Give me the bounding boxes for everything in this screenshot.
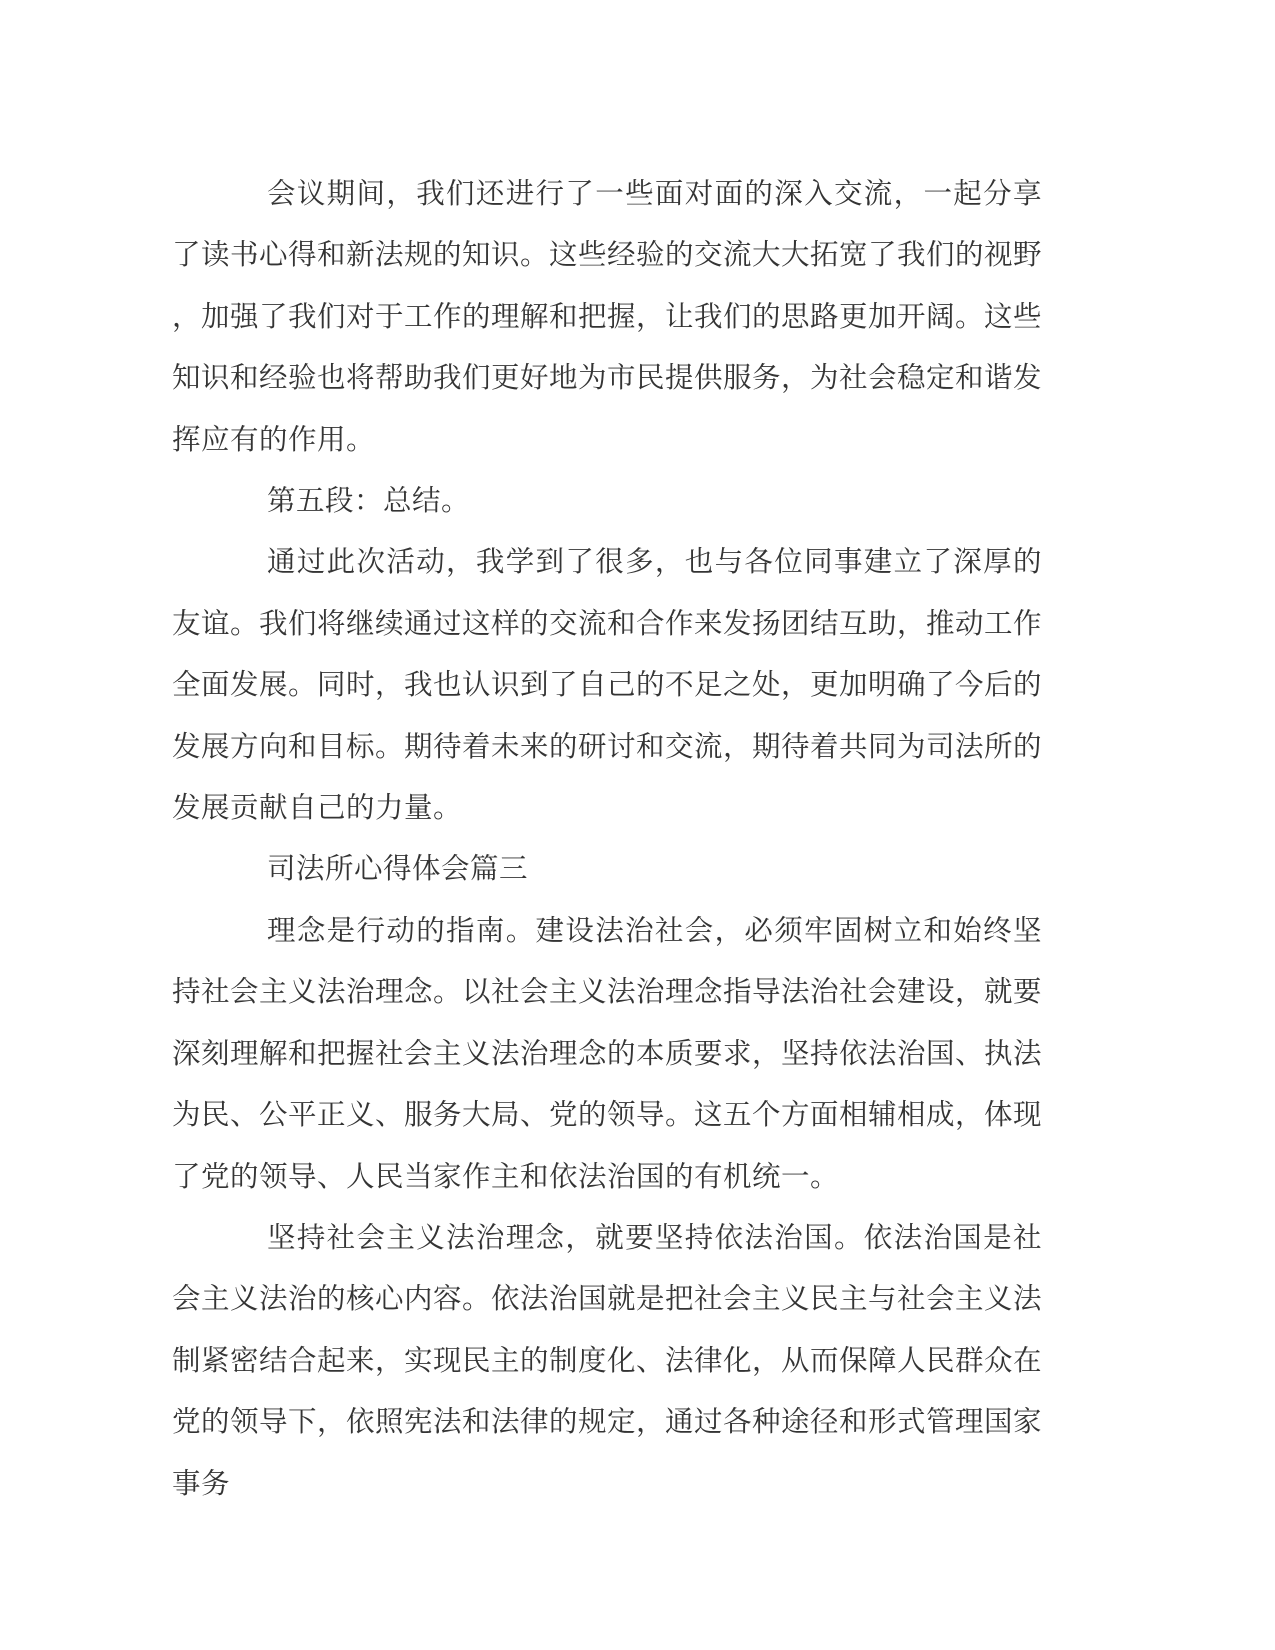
- paragraph-legal-concept: 理念是行动的指南。建设法治社会，必须牢固树立和始终坚持社会主义法治理念。以社会主义法治理念指导法治社会建设，就要深刻理解和把握社会主义法治理念的本质要求，坚持依法治国、执法为民、公平正义、服务大局、党的领导。这五个方面相辅相成，体现了党的领导、人民当家作主和依法治国的有机统一。: [172, 913, 1043, 1193]
- paragraph-essay-three-title: 司法所心得体会篇三: [267, 852, 529, 886]
- document-body: [172, 163, 1042, 1514]
- paragraph-summary: 通过此次活动，我学到了很多，也与各位同事建立了深厚的友谊。我们将继续通过这样的交流和合作来发扬团结互助，推动工作全面发展。同时，我也认识到了自己的不足之处，更加明确了今后的发展方向和目标。期待着未来的研讨和交流，期待着共同为司法所的发展贡献自己的力量。: [172, 545, 1043, 825]
- paragraph-section-five-heading: 第五段：总结。: [267, 484, 471, 518]
- paragraph-rule-of-law: 坚持社会主义法治理念，就要坚持依法治国。依法治国是社会主义法治的核心内容。依法治国就是把社会主义民主与社会主义法制紧密结合起来，实现民主的制度化、法律化，从而保障人民群众在党的领导下，依照宪法和法律的规定，通过各种途径和形式管理国家事务: [172, 1220, 1043, 1500]
- paragraph-meeting-exchange: 会议期间，我们还进行了一些面对面的深入交流，一起分享了读书心得和新法规的知识。这些经验的交流大大拓宽了我们的视野，加强了我们对于工作的理解和把握，让我们的思路更加开阔。这些知识和经验也将帮助我们更好地为市民提供服务，为社会稳定和谐发挥应有的作用。: [172, 177, 1043, 456]
